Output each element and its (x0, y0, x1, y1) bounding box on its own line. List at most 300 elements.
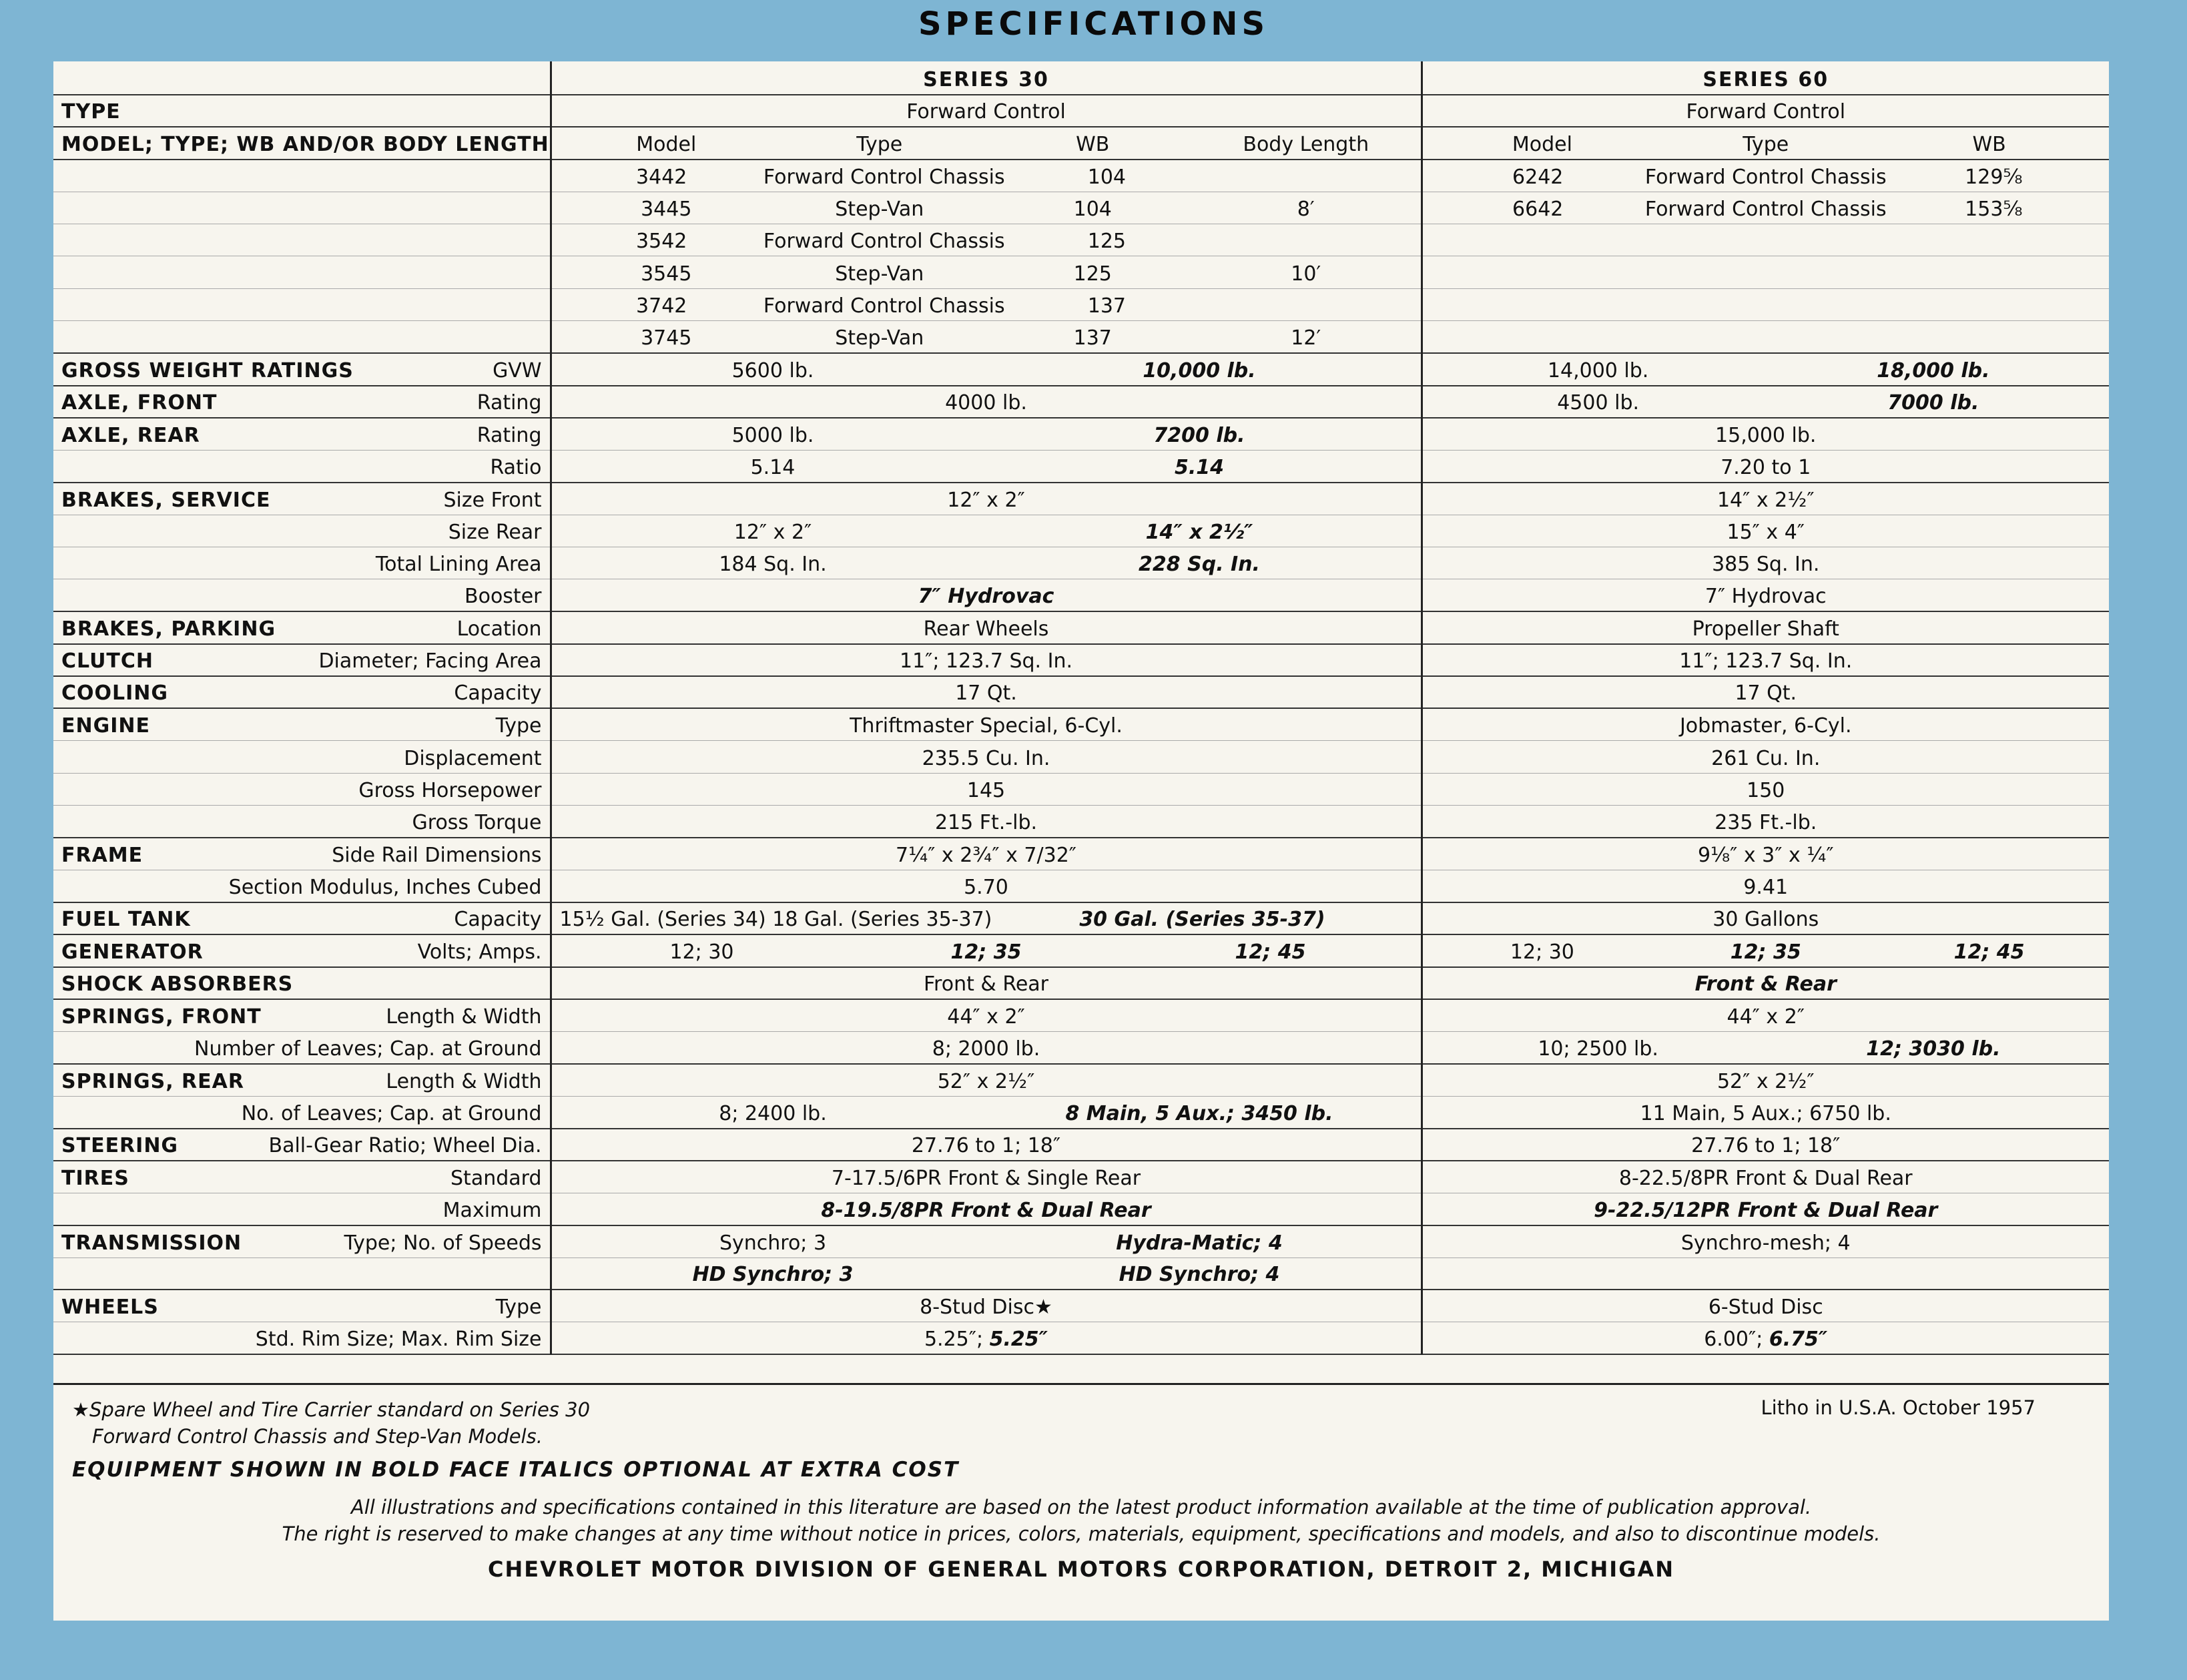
spec-value: 27.76 to 1; 18″ (911, 1133, 1061, 1157)
series-30-cell (551, 1290, 1422, 1322)
series-60-cell (1422, 773, 2109, 805)
spec-value: 8; 2400 lb. (719, 1101, 827, 1125)
spec-value: Step-Van (835, 262, 924, 286)
cell-values (560, 617, 1413, 641)
spec-value: 5000 lb. (731, 423, 814, 447)
category-label: AXLE, REAR (61, 423, 200, 447)
spec-value: Propeller Shaft (1692, 617, 1839, 641)
spec-label-cell (53, 1225, 551, 1257)
spec-value: 7″ Hydrovac (1704, 585, 1827, 609)
category-label: BRAKES, SERVICE (61, 488, 271, 512)
series-60-cell (1422, 192, 2109, 224)
cell-values (560, 972, 1413, 996)
series-30-cell (551, 773, 1422, 805)
series-60-cell (1422, 1322, 2109, 1354)
spec-label-cell (53, 321, 551, 353)
spec-value: Thriftmaster Special, 6-Cyl. (850, 714, 1123, 738)
spec-value: Forward Control Chassis (1644, 198, 1887, 222)
spec-value: Hydra-Matic; 4 (1116, 1231, 1283, 1255)
spec-value: WB (1076, 132, 1110, 156)
spec-value: 15½ Gal. (Series 34) 18 Gal. (Series 35-37) (559, 908, 992, 932)
spec-row (53, 838, 2109, 870)
spec-label-cell (53, 192, 551, 224)
cell-values (1431, 1296, 2102, 1319)
subcategory-label: Side Rail Dimensions (332, 843, 542, 867)
series-30-cell (551, 1064, 1422, 1096)
category-label: SPRINGS, FRONT (61, 1005, 262, 1029)
spec-label-cell (53, 967, 551, 999)
series-60-cell (1422, 386, 2109, 418)
series-30-cell (551, 95, 1422, 127)
spec-label-cell (53, 934, 551, 966)
spec-label-cell (53, 838, 551, 870)
series-30-cell (551, 192, 1422, 224)
table-bottom-border (53, 1383, 2109, 1385)
footnote-line-1: ★Spare Wheel and Tire Carrier standard on Series 30 (72, 1398, 591, 1421)
subcategory-label: Displacement (404, 746, 542, 770)
category-label: STEERING (61, 1133, 179, 1157)
category-label: GENERATOR (61, 940, 204, 964)
spec-value: 15,000 lb. (1715, 423, 1817, 447)
subcategory-label: Rating (477, 423, 542, 447)
series-30-cell (551, 708, 1422, 740)
series-30-cell (551, 741, 1422, 773)
spec-value: 27.76 to 1; 18″ (1691, 1133, 1841, 1157)
spec-value: 7200 lb. (1153, 423, 1245, 447)
spec-row (53, 224, 2109, 256)
spec-value: 12″ x 2″ (947, 488, 1025, 512)
spec-label-cell (53, 741, 551, 773)
cell-values (560, 100, 1413, 123)
spec-label-cell (53, 1161, 551, 1193)
spec-value: 7″ Hydrovac (918, 585, 1054, 609)
series-30-cell (551, 934, 1422, 966)
series-60-cell (1422, 1096, 2109, 1128)
series-60-cell (1422, 127, 2109, 159)
spec-value: 7-17.5/6PR Front & Single Rear (831, 1166, 1141, 1190)
subcategory-label: GVW (493, 358, 542, 382)
category-label: CLUTCH (61, 649, 154, 673)
spec-value: 17 Qt. (955, 681, 1017, 706)
cell-values (1431, 617, 2102, 641)
cell-values (1431, 649, 2102, 673)
spec-value: 6242 (1512, 165, 1564, 189)
spec-value: 12; 30 (1510, 940, 1574, 964)
cell-values (560, 714, 1413, 738)
spec-value: 3442 (636, 165, 687, 189)
series-60-cell (1422, 1290, 2109, 1322)
category-label: FUEL TANK (61, 908, 191, 932)
cell-values (1431, 359, 2102, 382)
category-label: TYPE (61, 100, 121, 124)
cell-values (560, 1102, 1413, 1125)
spec-value: 215 Ft.-lb. (934, 810, 1038, 834)
spec-value (1209, 230, 1412, 253)
spec-value: 8 Main, 5 Aux.; 3450 lb. (1065, 1101, 1333, 1125)
disclaimer-line-1: All illustrations and specifications contained in this literature are based on the latest product information available at the time of publication approval. (350, 1496, 1812, 1518)
spec-label-cell (53, 1096, 551, 1128)
series-60-cell (1422, 321, 2109, 353)
cell-values (560, 391, 1413, 414)
series-30-cell (551, 1161, 1422, 1193)
cell-values (560, 779, 1413, 802)
cell-values (560, 681, 1413, 705)
series-60-cell (1422, 611, 2109, 643)
spec-value: 11″; 123.7 Sq. In. (900, 649, 1072, 673)
spec-value: Type (1743, 132, 1789, 156)
spec-row (53, 967, 2109, 999)
cell-values (560, 1199, 1413, 1222)
spec-value: 11 Main, 5 Aux.; 6750 lb. (1640, 1101, 1891, 1125)
spec-row (53, 773, 2109, 805)
spec-value: 104 (1073, 198, 1112, 222)
spec-value: Front & Rear (1694, 972, 1837, 996)
spec-row (53, 870, 2109, 902)
cell-values (1431, 1199, 2102, 1222)
spec-value: 14″ x 2½″ (1145, 520, 1253, 544)
spec-label-cell (53, 999, 551, 1031)
spec-row (53, 579, 2109, 611)
cell-values (560, 811, 1413, 834)
spec-value: 104 (1087, 165, 1126, 189)
subcategory-label: Section Modulus, Inches Cubed (228, 875, 542, 899)
series-60-cell (1422, 967, 2109, 999)
spec-value: 12; 3030 lb. (1866, 1037, 2001, 1061)
series-30-cell (551, 321, 1422, 353)
spec-value: 12; 45 (1235, 940, 1306, 964)
spec-value: 5.70 (964, 875, 1008, 899)
cell-values (560, 1070, 1413, 1093)
spec-value: Rear Wheels (923, 617, 1049, 641)
spec-value: 6.00″; 6.75″ (1704, 1328, 1828, 1352)
spec-value: 18,000 lb. (1877, 358, 1990, 382)
series-60-header: SERIES 60 (1422, 61, 2109, 95)
spec-value: 30 Gallons (1712, 908, 1819, 932)
subcategory-label: Size Rear (448, 520, 542, 544)
subcategory-label: Maximum (442, 1198, 542, 1222)
cell-values (560, 649, 1413, 673)
spec-label-cell (53, 1193, 551, 1225)
spec-value: 137 (1073, 326, 1112, 350)
cell-values (560, 198, 1413, 221)
spec-value: 153⅝ (1965, 198, 2023, 222)
cell-values (1431, 521, 2102, 544)
spec-value: 3742 (636, 294, 687, 318)
cell-values (560, 230, 1413, 253)
cell-values (1431, 424, 2102, 447)
spec-value: 6642 (1512, 198, 1564, 222)
series-30-cell (551, 418, 1422, 450)
cell-values (1431, 747, 2102, 770)
spec-value: 8-Stud Disc★ (920, 1296, 1052, 1320)
spec-row (53, 806, 2109, 838)
spec-row (53, 1257, 2109, 1290)
subcategory-label: Std. Rim Size; Max. Rim Size (255, 1328, 542, 1352)
series-30-cell (551, 224, 1422, 256)
spec-value: Front & Rear (923, 972, 1049, 996)
series-60-cell (1422, 1064, 2109, 1096)
spec-value: Body Length (1243, 132, 1369, 156)
series-60-cell (1422, 1161, 2109, 1193)
subcategory-label: Diameter; Facing Area (318, 649, 542, 673)
spec-row (53, 1225, 2109, 1257)
series-60-cell (1422, 1225, 2109, 1257)
cell-values (1431, 811, 2102, 834)
subcategory-label: Capacity (454, 681, 542, 706)
cell-values (1431, 940, 2102, 964)
spec-value: 3542 (636, 230, 687, 254)
spec-value: 12″ x 2″ (733, 520, 812, 544)
spec-value: 9.41 (1743, 875, 1789, 899)
series-60-cell (1422, 838, 2109, 870)
subcategory-label: Ratio (490, 455, 542, 479)
spec-row (53, 95, 2109, 127)
cell-values (1431, 166, 2102, 189)
disclaimer (53, 1494, 2109, 1547)
spec-value: 8-19.5/8PR Front & Dual Rear (821, 1198, 1151, 1222)
spec-label-cell (53, 224, 551, 256)
subcategory-label: Rating (477, 390, 542, 414)
spec-value: Synchro-mesh; 4 (1680, 1231, 1851, 1255)
cell-values (560, 1231, 1413, 1255)
spec-row (53, 1064, 2109, 1096)
company-line: CHEVROLET MOTOR DIVISION OF GENERAL MOTORS CORPORATION, DETROIT 2, MICHIGAN (487, 1557, 1675, 1582)
cell-values (1431, 908, 2102, 931)
category-label: TRANSMISSION (61, 1231, 242, 1255)
series-60-cell (1422, 1257, 2109, 1290)
spec-value: 261 Cu. In. (1711, 746, 1821, 770)
series-60-cell (1422, 579, 2109, 611)
litho-date: Litho in U.S.A. October 1957 (1761, 1396, 2036, 1419)
spec-value: 7000 lb. (1887, 390, 1979, 414)
cell-values (560, 326, 1413, 350)
series-60-cell (1422, 418, 2109, 450)
spec-value: 5.14 (1174, 455, 1225, 479)
series-60-cell (1422, 676, 2109, 708)
series-60-cell (1422, 450, 2109, 482)
spec-value: Synchro; 3 (719, 1231, 827, 1255)
series-30-cell (551, 999, 1422, 1031)
spec-value: 9-22.5/12PR Front & Dual Rear (1594, 1198, 1938, 1222)
cell-values (1431, 779, 2102, 802)
spec-value: 125 (1087, 230, 1126, 254)
spec-value: 7.20 to 1 (1721, 455, 1811, 479)
spec-value: 10,000 lb. (1143, 358, 1256, 382)
spec-row (53, 999, 2109, 1031)
spec-row (53, 1031, 2109, 1063)
cell-values (1431, 489, 2102, 512)
spec-label-cell (53, 386, 551, 418)
cell-values (1431, 681, 2102, 705)
category-label: SPRINGS, REAR (61, 1069, 244, 1093)
spec-label-cell (53, 418, 551, 450)
spec-label-cell (53, 676, 551, 708)
spec-row (53, 1290, 2109, 1322)
spec-value: 9⅛″ x 3″ x ¼″ (1697, 843, 1834, 867)
subcategory-label: Type (495, 714, 542, 738)
cell-values (560, 1037, 1413, 1061)
subcategory-label: Gross Torque (412, 810, 542, 834)
spec-sheet (53, 61, 2109, 1621)
series-60-cell (1422, 806, 2109, 838)
series-60-cell (1422, 515, 2109, 547)
spec-label-cell (53, 806, 551, 838)
spec-value: 3445 (641, 198, 692, 222)
spec-row (53, 483, 2109, 515)
subcategory-label: Location (456, 617, 542, 641)
series-60-cell (1422, 95, 2109, 127)
cell-values (560, 166, 1413, 189)
spec-label-cell (53, 902, 551, 934)
spec-row (53, 1161, 2109, 1193)
spec-label-cell (53, 483, 551, 515)
spec-label-cell (53, 95, 551, 127)
spec-value: Forward Control (1686, 100, 1846, 124)
subcategory-label: Number of Leaves; Cap. at Ground (194, 1037, 542, 1061)
category-label: AXLE, FRONT (61, 390, 218, 414)
series-60-cell (1422, 224, 2109, 256)
series-30-cell (551, 1322, 1422, 1354)
series-30-cell (551, 127, 1422, 159)
series-60-cell (1422, 1193, 2109, 1225)
series-30-cell (551, 579, 1422, 611)
spec-label-cell (53, 708, 551, 740)
spec-value: 125 (1073, 262, 1112, 286)
spec-value (1209, 294, 1412, 318)
spec-value: 14,000 lb. (1547, 358, 1649, 382)
spec-value: 11″; 123.7 Sq. In. (1679, 649, 1853, 673)
spec-row (53, 547, 2109, 579)
category-label: COOLING (61, 681, 169, 706)
cell-values (1431, 1102, 2102, 1125)
spec-value: 12′ (1291, 326, 1321, 350)
spec-value: Step-Van (835, 326, 924, 350)
series-60-cell (1422, 1129, 2109, 1161)
series-60-cell (1422, 160, 2109, 192)
spec-label-cell (53, 644, 551, 676)
cell-values (1431, 198, 2102, 221)
spec-value: Type (856, 132, 903, 156)
series-60-cell (1422, 902, 2109, 934)
series-30-cell (551, 1193, 1422, 1225)
cell-values (560, 844, 1413, 867)
spec-value: 4000 lb. (945, 390, 1027, 414)
spec-value: HD Synchro; 4 (1119, 1263, 1280, 1287)
spec-row (53, 1129, 2109, 1161)
spec-row (53, 934, 2109, 966)
cell-values (560, 747, 1413, 770)
cell-values (560, 521, 1413, 544)
series-30-cell (551, 160, 1422, 192)
cell-values (560, 1328, 1413, 1351)
cell-values (560, 1167, 1413, 1190)
series-30-cell (551, 547, 1422, 579)
spec-value: 3545 (641, 262, 692, 286)
spec-label-cell (53, 160, 551, 192)
spec-row (53, 127, 2109, 159)
series-60-cell (1422, 353, 2109, 385)
cell-values (1431, 1070, 2102, 1093)
spec-label-cell (53, 450, 551, 482)
spec-value: Model (636, 132, 697, 156)
series-60-cell (1422, 547, 2109, 579)
series-header-row (53, 61, 2109, 95)
cell-values (560, 585, 1413, 608)
spec-value: WB (1972, 132, 2006, 156)
series-30-cell (551, 353, 1422, 385)
spec-label-cell (53, 1031, 551, 1063)
spec-value: HD Synchro; 3 (692, 1263, 854, 1287)
cell-values (560, 1005, 1413, 1029)
spec-label-cell (53, 288, 551, 320)
spec-row (53, 1322, 2109, 1354)
spec-row (53, 353, 2109, 385)
cell-values (1431, 585, 2102, 608)
series-30-header: SERIES 30 (551, 61, 1422, 95)
cell-values (1431, 1005, 2102, 1029)
cell-values (560, 1134, 1413, 1157)
spec-value: 44″ x 2″ (1727, 1005, 1805, 1029)
spec-label-cell (53, 547, 551, 579)
series-30-cell (551, 256, 1422, 288)
cell-values (1431, 1134, 2102, 1157)
cell-values (1431, 1231, 2102, 1255)
subcategory-label: Type; No. of Speeds (344, 1231, 542, 1255)
spec-value: 8-22.5/8PR Front & Dual Rear (1618, 1166, 1913, 1190)
series-30-cell (551, 611, 1422, 643)
cell-values (1431, 972, 2102, 996)
spec-label-cell (53, 1064, 551, 1096)
spec-value: 4500 lb. (1557, 390, 1640, 414)
footnote-line-2: Forward Control Chassis and Step-Van Models. (92, 1425, 543, 1448)
cell-values (1431, 1328, 2102, 1351)
series-60-cell (1422, 999, 2109, 1031)
cell-values (1431, 876, 2102, 899)
spec-label-cell (53, 870, 551, 902)
spec-row (53, 192, 2109, 224)
series-30-cell (551, 483, 1422, 515)
spec-label-cell (53, 127, 551, 159)
series-30-cell (551, 515, 1422, 547)
spec-label-cell (53, 1322, 551, 1354)
spec-value: 10′ (1291, 262, 1321, 286)
spec-value: Forward Control Chassis (1644, 165, 1887, 189)
spec-value: 7¼″ x 2¾″ x 7/32″ (896, 843, 1076, 867)
series-30-cell (551, 838, 1422, 870)
series-30-cell (551, 644, 1422, 676)
spec-value: 10; 2500 lb. (1538, 1037, 1658, 1061)
spec-label-cell (53, 611, 551, 643)
spec-label-cell (53, 773, 551, 805)
spec-row (53, 418, 2109, 450)
subcategory-label: Standard (450, 1166, 542, 1190)
cell-values (560, 908, 1413, 931)
cell-values (1431, 844, 2102, 867)
spec-value: 228 Sq. In. (1139, 553, 1260, 577)
series-30-cell (551, 676, 1422, 708)
subcategory-label: Volts; Amps. (417, 940, 542, 964)
series-60-cell (1422, 483, 2109, 515)
spec-label-cell (53, 256, 551, 288)
series-60-cell (1422, 288, 2109, 320)
series-60-cell (1422, 741, 2109, 773)
spec-row (53, 386, 2109, 418)
category-label: ENGINE (61, 714, 150, 738)
subcategory-label: Type (495, 1296, 542, 1320)
spare-wheel-footnote (72, 1396, 590, 1450)
subcategory-label: Booster (464, 585, 542, 609)
category-label: TIRES (61, 1166, 129, 1190)
